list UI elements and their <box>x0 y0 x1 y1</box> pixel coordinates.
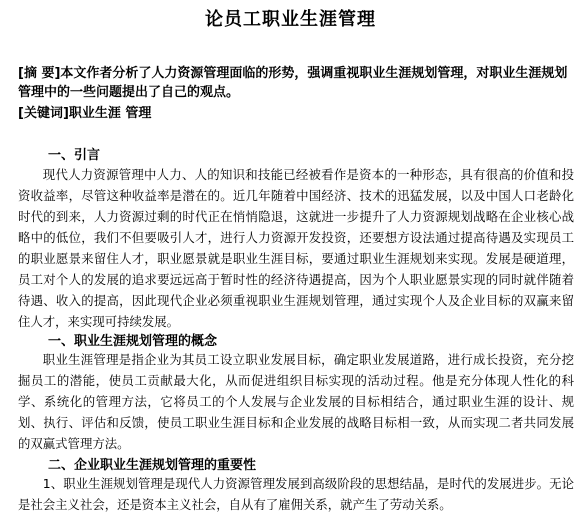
section-paragraph-concept: 职业生涯管理是指企业为其员工设立职业发展目标，确定职业发展道路，进行成长投资，充分挖掘员工的潜能，使员工贡献最大化，从而促进组织目标实现的活动过程。他是充分体现人性化的科学、系统化的管理方法，它将员工的个人发展与企业发展的目标相结合，通过职业生涯的设计、规划、执行、评估和反馈，使员工职业生涯目标和企业发展的战略目标相一致，从而实现二者共同发展的双赢式管理方法。 <box>18 352 574 451</box>
section-heading-concept: 一、职业生涯规划管理的概念 <box>48 334 218 349</box>
clipped-paragraph-wrapper <box>0 472 581 514</box>
keywords: [关键词]职业生涯 管理 <box>18 106 152 121</box>
document-title: 论员工职业生涯管理 <box>205 9 376 30</box>
section-paragraph-importance: 1、职业生涯规划管理是现代人力资源管理发展到高级阶段的思想结晶，是时代的发展进步。无论是社会主义社会，还是资本主义社会，自从有了雇佣关系，就产生了劳动关系。 <box>18 476 574 512</box>
section-paragraph-introduction: 现代人力资源管理中人力、人的知识和技能已经被看作是资本的一种形态，具有很高的价值和投资收益率，尽管这种收益率是潜在的。近几年随着中国经济、技术的迅猛发展，以及中国人口老龄化时代的到来，人力资源过剩的时代正在悄悄隐退，这就进一步提升了人力资源规划战略在企业核心战略中的低位，我们不但要吸引人才，进行人力资源开发投资，还要想方设法通过提高待遇及实现员工的职业愿景来留住人才，职业愿景就是职业生涯目标，要通过职业生涯规划来实现。发展是硬道理，员工对个人的发展的追求要远远高于暂时性的经济待遇提高，因为个人职业愿景实现的同时就伴随着待遇、收入的提高，因此现代企业必须重视职业生涯规划管理，通过实现个人及企业目标的双赢来留住人才，来实现可持续发展。 <box>18 167 574 329</box>
section-heading-importance: 二、企业职业生涯规划管理的重要性 <box>48 458 257 473</box>
section-heading-introduction: 一、引言 <box>48 148 101 163</box>
abstract: [摘 要]本文作者分析了人力资源管理面临的形势，强调重视职业生涯规划管理，对职业生涯规划管理中的一些问题提出了自己的观点。 <box>18 66 568 100</box>
